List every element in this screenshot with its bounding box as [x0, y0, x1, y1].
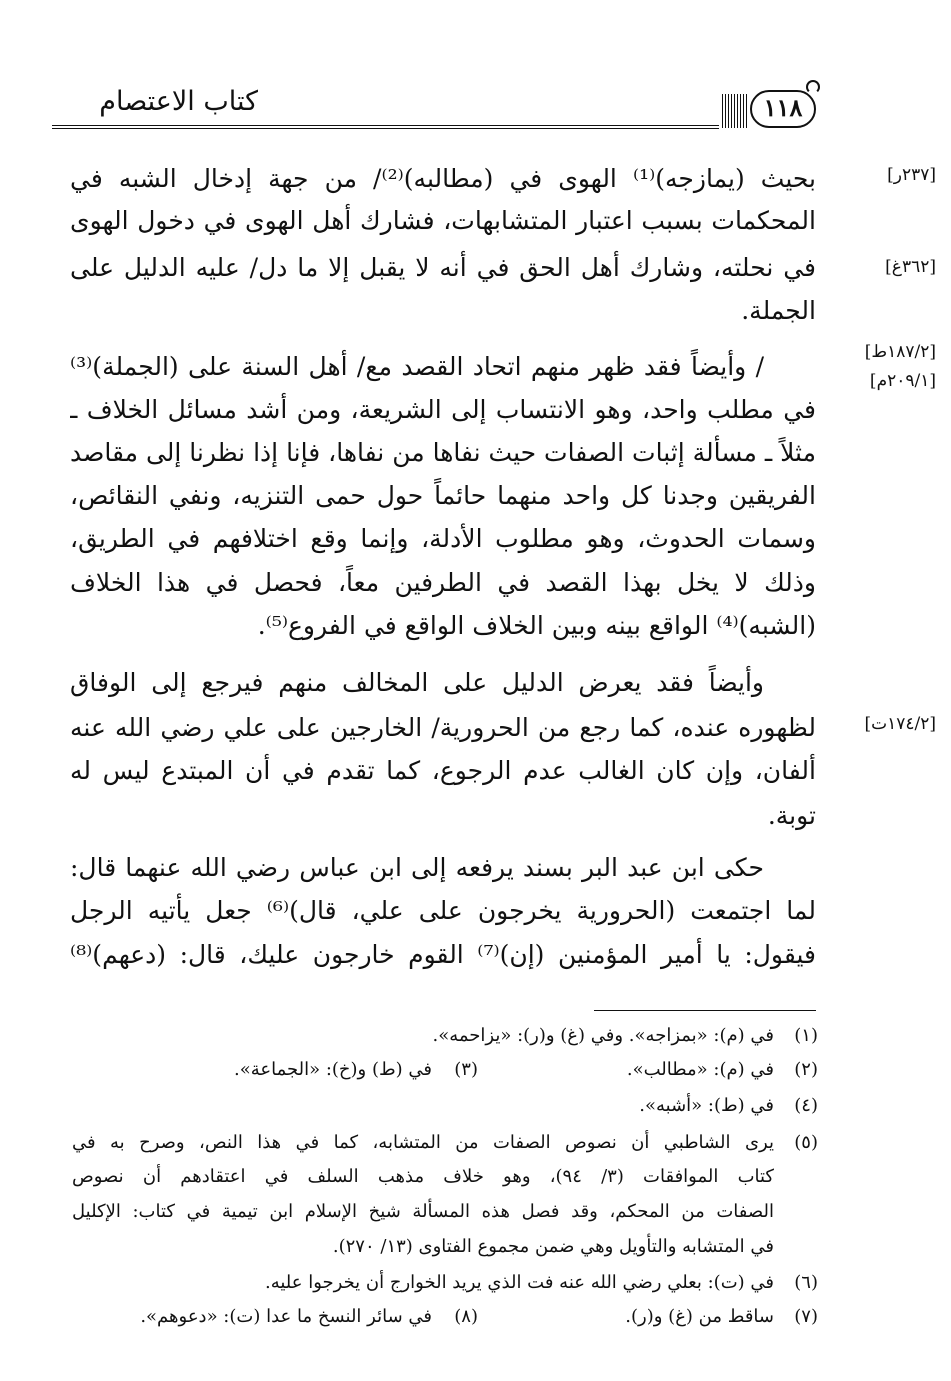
footnote-number: (٨)	[454, 1306, 478, 1327]
footnote-text: في (م): «بمزاجه». وفي (غ) و(ر): «يزاحمه».	[432, 1025, 774, 1046]
body-line: الفريقين وجدنا كل واحد منهما حائماً حول حمى التنزيه، ونفي النقائص،	[70, 481, 816, 510]
margin-ref: [١٧٤/٢ت]	[864, 714, 936, 734]
body-line: توبة.	[767, 801, 816, 830]
body-line: بحيث (يمازجه)⁽¹⁾ الهوى في (مطالبه)⁽²⁾/ من جهة إدخال الشبه في	[70, 164, 816, 193]
body-line: في نحلته، وشارك أهل الحق في أنه لا يقبل إلا ما دل/ عليه الدليل على	[70, 253, 816, 282]
footnote-number: (٤)	[794, 1095, 818, 1116]
body-line: حكى ابن عبد البر بسند يرفعه إلى ابن عباس رضي الله عنهما قال:	[70, 853, 764, 882]
body-line: لظهوره عنده، كما رجع من الحرورية/ الخارجين على علي رضي الله عنه	[70, 713, 816, 742]
footnote-text: كتاب الموافقات (٣/ ٩٤)، وهو خلاف مذهب السلف في اعتقادهم أن نصوص	[72, 1166, 774, 1187]
margin-ref: [٢٠٩/١م]	[869, 371, 936, 391]
footnote-text: في المتشابه والتأويل وهي ضمن مجموع الفتاوى (١٣/ ٢٧٠).	[332, 1236, 774, 1257]
body-line: / وأيضاً فقد ظهر منهم اتحاد القصد مع/ أهل السنة على (الجملة)⁽³⁾	[70, 352, 764, 381]
header-ornament	[722, 94, 748, 128]
body-line: فيقول: يا أمير المؤمنين (إن)⁽⁷⁾ القوم خارجون عليك، قال: (دعهم)⁽⁸⁾	[70, 940, 816, 969]
body-line: مثلاً ـ مسألة إثبات الصفات حيث نفاها من نفاها، فإنا إذا نظرنا إلى مقاصد	[70, 438, 816, 467]
footnote-text: في (ط): «أشبه».	[639, 1095, 774, 1116]
page-number: ١١٨	[763, 93, 803, 122]
footnote-number: (٥)	[794, 1132, 818, 1153]
footnote-separator	[594, 1010, 816, 1011]
footnote-number: (٦)	[794, 1272, 818, 1293]
margin-ref: [٢٣٧ر]	[887, 165, 936, 185]
running-head-title: كتاب الاعتصام	[99, 86, 258, 117]
body-line: وأيضاً فقد يعرض الدليل على المخالف منهم فيرجع إلى الوفاق	[70, 668, 764, 697]
body-line: المحكمات بسبب اعتبار المتشابهات، فشارك أهل الهوى في دخول الهوى	[70, 206, 816, 235]
margin-ref: [٣٦٢غ]	[885, 257, 936, 277]
footnote-number: (٢)	[794, 1059, 818, 1080]
footnote-text: في (ت): بعلي رضي الله عنه فت الذي يريد الخوارج أن يخرجوا عليه.	[264, 1272, 774, 1293]
footnote-text: في (ط) و(خ): «الجماعة».	[233, 1059, 432, 1080]
footnote-number: (٣)	[454, 1059, 478, 1080]
footnote-text: في سائر النسخ ما عدا (ت): «دعوهم».	[140, 1306, 432, 1327]
body-line: الجملة.	[741, 296, 816, 325]
body-line: وذلك لا يخل بهذا القصد في الطرفين معاً، فحصل في هذا الخلاف	[70, 568, 816, 597]
footnote-text: ساقط من (غ) و(ر).	[625, 1306, 774, 1327]
footnote-number: (٧)	[794, 1306, 818, 1327]
body-line: (الشبه)⁽⁴⁾ الواقع بينه وبين الخلاف الواقع في الفروع⁽⁵⁾.	[257, 611, 816, 640]
body-line: وسمات الحدوث، وهو مطلوب الأدلة، وإنما وقع اختلافهم في الطريق،	[70, 524, 816, 553]
body-line: في مطلب واحد، وهو الانتساب إلى الشريعة، ومن أشد مسائل الخلاف ـ	[70, 395, 816, 424]
body-line: لما اجتمعت (الحرورية يخرجون على علي، قال)⁽⁶⁾ جعل يأتيه الرجل	[70, 896, 816, 925]
footnote-number: (١)	[794, 1025, 818, 1046]
header-rule-inner	[52, 128, 719, 129]
footnote-text: في (م): «مطالب».	[626, 1059, 774, 1080]
margin-ref: [١٨٧/٢ط]	[864, 342, 936, 362]
footnote-text: الصفات من المحكم، وقد فصل هذه المسألة شيخ الإسلام ابن تيمية في كتاب: الإكليل	[72, 1201, 774, 1222]
footnote-text: يرى الشاطبي أن نصوص الصفات من المتشابه، كما في هذا النص، وصرح به في	[72, 1132, 774, 1153]
body-line: ألفان، وإن كان الغالب عدم الرجوع، كما تقدم في أن المبتدع ليس له	[70, 756, 816, 785]
header-rule	[52, 125, 719, 126]
